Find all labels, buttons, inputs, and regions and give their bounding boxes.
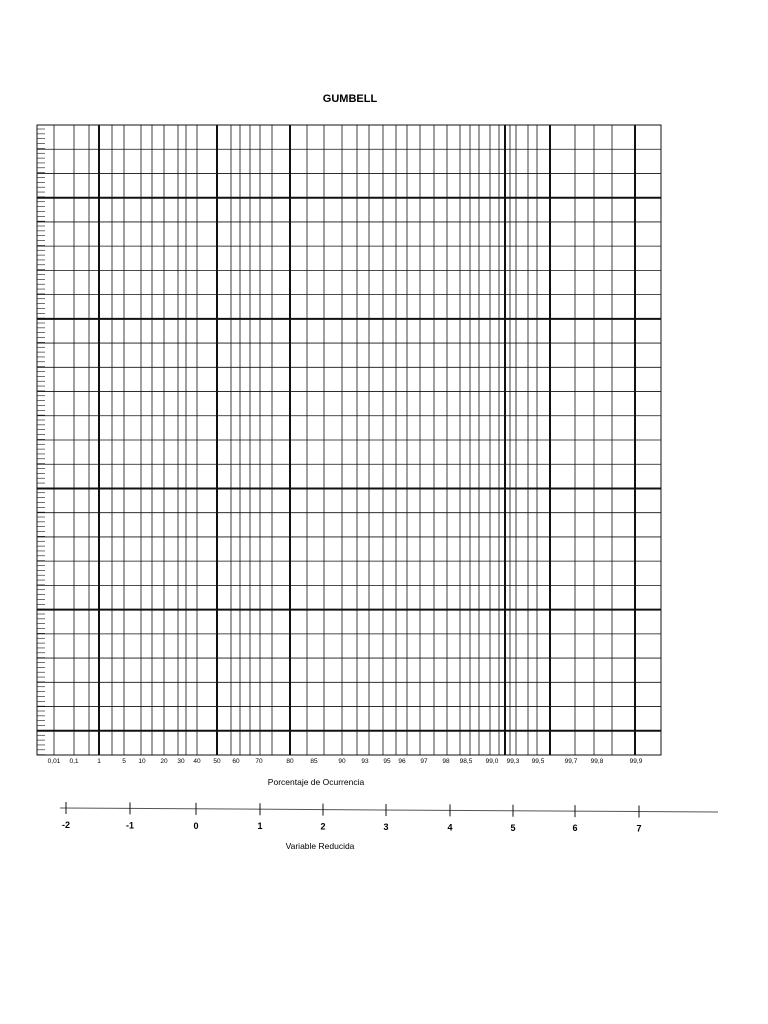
x-tick-label: 1 (97, 758, 101, 765)
x-tick-label: 96 (398, 758, 406, 765)
x-tick-label: 60 (232, 758, 240, 765)
x-tick-label: 98 (442, 758, 450, 765)
x-tick-label: 97 (420, 758, 428, 765)
x-tick-label: 98,5 (459, 758, 473, 765)
reduced-variable-tick-label: 3 (383, 821, 389, 832)
reduced-variable-tick-label: 0 (193, 820, 199, 831)
x-tick-label: 99,8 (590, 758, 604, 765)
reduced-variable-tick-label: 7 (636, 823, 642, 834)
x-tick-label: 99,9 (629, 758, 643, 765)
x-tick-label: 0,01 (47, 758, 61, 765)
x-tick-label: 0,1 (69, 758, 79, 765)
x-tick-label: 70 (255, 758, 263, 765)
x-tick-label: 30 (177, 758, 185, 765)
chart-title: GUMBELL (322, 93, 378, 105)
x-tick-label: 95 (383, 758, 391, 765)
reduced-variable-tick-label: -2 (61, 820, 71, 831)
reduced-variable-tick-label: 2 (320, 821, 326, 832)
x-tick-label: 20 (160, 758, 168, 765)
reduced-variable-tick-label: -1 (125, 820, 135, 831)
reduced-variable-ticks (62, 802, 642, 833)
x-tick-label: 90 (338, 758, 346, 765)
x-tick-label: 80 (286, 758, 294, 765)
reduced-variable-tick-label: 5 (510, 822, 516, 833)
reduced-variable-tick-label: 4 (447, 822, 453, 833)
x-tick-label: 5 (122, 758, 126, 765)
x-tick-label: 99,0 (485, 758, 499, 765)
reduced-variable-tick-label: 1 (257, 821, 263, 832)
x-tick-label: 40 (193, 758, 201, 765)
reduced-variable-axis-line (60, 808, 718, 812)
horizontal-grid (37, 149, 661, 731)
reduced-variable-tick-label: 6 (572, 823, 578, 834)
x-tick-label: 99,5 (531, 758, 545, 765)
x-tick-label: 93 (361, 758, 369, 765)
x-tick-label: 10 (138, 758, 146, 765)
x-axis-label: Porcentaje de Ocurrencia (267, 777, 365, 787)
x-tick-label: 99,7 (564, 758, 578, 765)
left-minor-ticks (37, 129, 45, 755)
x-tick-label: 50 (213, 758, 221, 765)
x-tick-labels (48, 758, 643, 765)
x-tick-label: 85 (310, 758, 318, 765)
reduced-variable-axis-label: Variable Reducida (285, 841, 355, 851)
x-tick-label: 99,3 (506, 758, 520, 765)
